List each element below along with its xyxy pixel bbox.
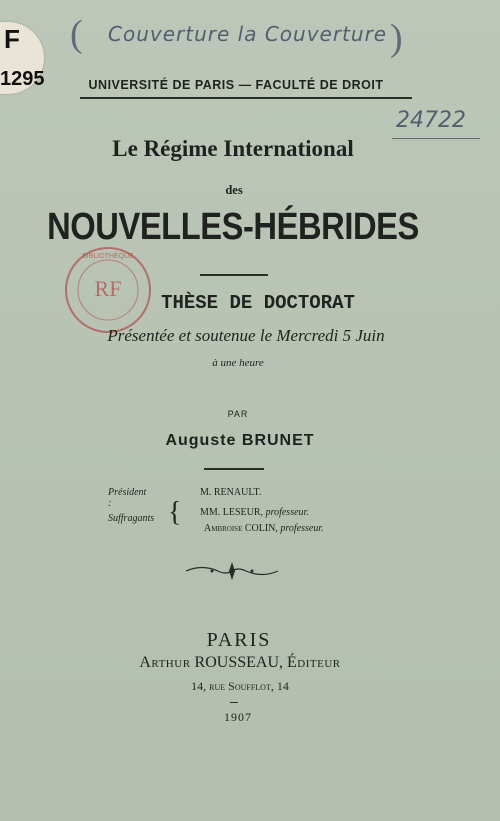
address-number: 14, <box>191 679 207 693</box>
imprint-publisher <box>0 654 490 672</box>
handwritten-number: 24722 <box>396 108 466 133</box>
title-line-2: NOUVELLES-HÉBRIDES <box>47 206 419 248</box>
title-line-1: Le Régime International <box>112 136 354 161</box>
imprint-year: 1907 <box>224 710 252 724</box>
title-rule <box>200 274 268 276</box>
handwritten-paren-right: ) <box>390 17 403 59</box>
handwritten-note: Couverture la Couverture <box>108 22 388 46</box>
imprint-dash <box>230 702 238 703</box>
jury-member-name: Ambroise COLIN, <box>204 523 278 534</box>
jury-member <box>200 507 309 518</box>
jury-member-name: MM. LESEUR, <box>200 507 264 518</box>
call-number-digits: 1295 <box>0 68 45 90</box>
library-stamp <box>62 244 154 336</box>
title-connector: des <box>225 183 243 197</box>
publisher-role: Éditeur <box>287 654 341 671</box>
handwritten-paren-left: ( <box>70 13 83 55</box>
president-name: M. RENAULT. <box>200 487 262 498</box>
stamp-initials: RF <box>94 276 122 301</box>
author-name: Auguste BRUNET <box>165 432 315 449</box>
institution-header: UNIVERSITÉ DE PARIS — FACULTÉ DE DROIT <box>88 78 384 92</box>
author-rule <box>204 468 264 470</box>
president-label: Président : <box>108 487 147 509</box>
thesis-presented: Présentée et soutenue le Mercredi 5 Juin <box>107 326 385 345</box>
imprint-address <box>0 679 490 694</box>
imprint-city: PARIS <box>206 629 272 651</box>
address-street: rue Soufflot, <box>209 679 274 693</box>
call-number-letter: F <box>4 24 20 54</box>
jury-member-title: professeur. <box>280 523 324 534</box>
suffragants-label: Suffragants <box>108 513 155 524</box>
publisher-last-name: ROUSSEAU, <box>194 654 284 671</box>
jury-member <box>204 523 324 534</box>
header-rule <box>80 97 412 99</box>
jury-member-title: professeur. <box>265 507 309 518</box>
jury-brace: { <box>168 497 182 528</box>
author-by: PAR <box>227 409 249 419</box>
ornament-divider <box>182 560 282 582</box>
stamp-text: BIBLIOTHÈQUE <box>82 253 134 260</box>
thesis-type: THÈSE DE DOCTORAT <box>161 292 355 314</box>
publisher-first-name: Arthur <box>139 654 191 671</box>
address-end: 14 <box>276 679 289 693</box>
thesis-time: à une heure <box>212 357 264 369</box>
